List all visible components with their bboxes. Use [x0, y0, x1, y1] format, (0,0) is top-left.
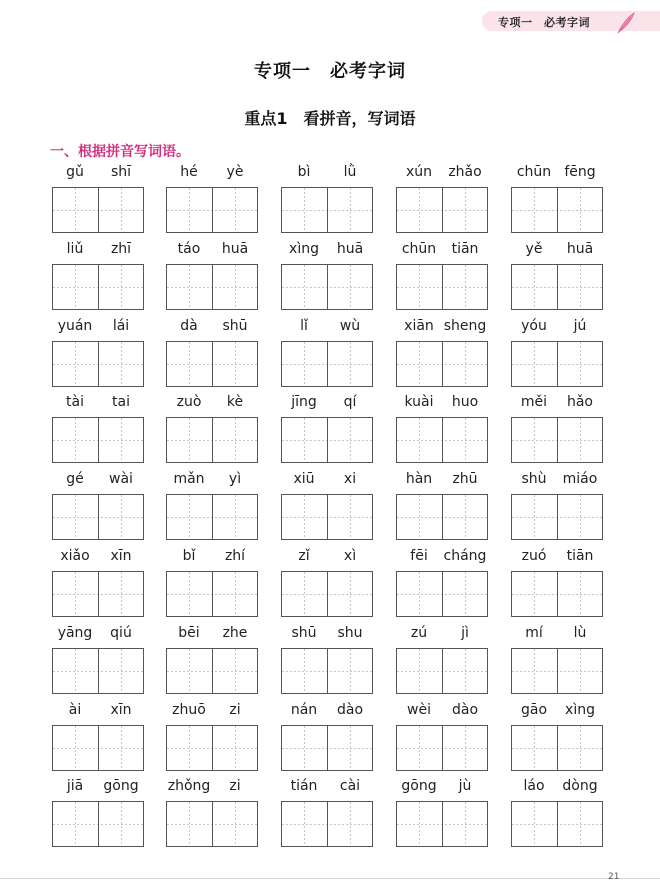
pinyin-syllable-1: zú — [410, 624, 428, 641]
pinyin-syllable-1: táo — [177, 240, 201, 257]
word-item — [396, 548, 488, 618]
pinyin-syllable-2: zhe — [222, 624, 248, 641]
section-heading: 一、根据拼音写词语。 — [50, 144, 190, 160]
pinyin-syllable-1: yóu — [521, 317, 547, 334]
word-item — [511, 548, 603, 618]
writing-box[interactable] — [511, 494, 603, 540]
writing-box[interactable] — [166, 725, 258, 771]
pinyin-syllable-1: shū — [291, 624, 317, 641]
pinyin-syllable-1: gōng — [401, 778, 437, 795]
word-item — [52, 318, 144, 388]
pinyin-syllable-1: nán — [290, 701, 318, 718]
writing-box[interactable] — [511, 341, 603, 387]
word-item — [281, 548, 373, 618]
pinyin-syllable-2: gōng — [103, 778, 139, 795]
pinyin-syllable-1: bǐ — [182, 548, 196, 564]
pinyin-syllable-2: lǜ — [343, 164, 357, 180]
pinyin-syllable-2: cháng — [443, 548, 487, 564]
word-item — [511, 318, 603, 388]
pinyin-syllable-1: jiā — [66, 778, 84, 795]
pinyin-syllable-2: dòng — [562, 778, 598, 795]
pinyin-syllable-2: jù — [458, 778, 472, 795]
footer-divider — [0, 878, 660, 879]
word-item — [166, 394, 258, 464]
pinyin-syllable-1: chūn — [516, 164, 552, 180]
pinyin-syllable-1: hàn — [405, 471, 433, 488]
pinyin-syllable-2: zhī — [110, 240, 132, 257]
pinyin-syllable-2: shū — [222, 317, 248, 334]
word-item — [166, 241, 258, 311]
pinyin-syllable-2: xīn — [110, 548, 132, 564]
writing-box[interactable] — [281, 725, 373, 771]
writing-box[interactable] — [166, 264, 258, 310]
page-subtitle: 重点1 看拼音，写词语 — [244, 109, 416, 128]
writing-box[interactable] — [281, 264, 373, 310]
pinyin-syllable-1: chūn — [401, 240, 437, 257]
writing-box[interactable] — [281, 571, 373, 617]
writing-box[interactable] — [166, 494, 258, 540]
pinyin-syllable-2: jì — [461, 624, 469, 641]
pinyin-syllable-2: fēng — [564, 164, 596, 180]
pinyin-syllable-2: dào — [451, 701, 479, 718]
word-item — [166, 778, 258, 848]
pinyin-syllable-2: xi — [343, 471, 357, 488]
writing-box[interactable] — [511, 187, 603, 233]
page-number: 21 — [608, 872, 620, 882]
chapter-tab — [482, 11, 660, 31]
pinyin-syllable-1: shù — [521, 471, 547, 488]
pinyin-syllable-1: yě — [525, 240, 543, 257]
word-item — [281, 241, 373, 311]
word-item — [396, 394, 488, 464]
word-item — [511, 778, 603, 848]
writing-box[interactable] — [52, 648, 144, 694]
writing-box[interactable] — [166, 187, 258, 233]
writing-box[interactable] — [396, 725, 488, 771]
word-item — [52, 625, 144, 695]
writing-box[interactable] — [511, 725, 603, 771]
pinyin-syllable-2: huā — [221, 240, 249, 257]
writing-box[interactable] — [166, 341, 258, 387]
word-item — [511, 625, 603, 695]
pinyin-syllable-1: mǎn — [173, 471, 205, 488]
pinyin-syllable-2: huo — [451, 394, 479, 411]
pinyin-syllable-1: hé — [180, 164, 198, 180]
pinyin-syllable-2: jú — [573, 317, 587, 334]
writing-box[interactable] — [511, 648, 603, 694]
pinyin-syllable-1: zuó — [521, 548, 547, 564]
pinyin-syllable-1: yāng — [57, 624, 93, 641]
word-item — [396, 625, 488, 695]
pinyin-syllable-2: qiú — [110, 624, 132, 641]
word-item — [52, 164, 144, 234]
word-item — [396, 164, 488, 234]
writing-box[interactable] — [52, 801, 144, 847]
pinyin-syllable-1: tài — [66, 394, 84, 411]
writing-box[interactable] — [396, 801, 488, 847]
word-item — [511, 241, 603, 311]
page-title: 专项一 必考字词 — [254, 61, 406, 82]
writing-box[interactable] — [281, 801, 373, 847]
word-item — [396, 778, 488, 848]
word-item — [511, 164, 603, 234]
pinyin-syllable-1: kuài — [404, 394, 434, 411]
writing-box[interactable] — [281, 417, 373, 463]
writing-box[interactable] — [166, 801, 258, 847]
word-item — [52, 548, 144, 618]
pinyin-syllable-1: wèi — [407, 701, 431, 718]
word-item — [166, 702, 258, 772]
pinyin-syllable-1: liǔ — [66, 240, 84, 257]
pinyin-syllable-2: huā — [336, 240, 364, 257]
pinyin-syllable-1: měi — [520, 394, 548, 411]
pinyin-syllable-2: miáo — [562, 471, 598, 488]
word-item — [281, 625, 373, 695]
word-item — [52, 471, 144, 541]
word-item — [52, 778, 144, 848]
writing-box[interactable] — [396, 648, 488, 694]
pinyin-syllable-2: yì — [228, 471, 242, 488]
pinyin-syllable-2: kè — [226, 394, 244, 411]
pinyin-syllable-2: lù — [573, 624, 587, 641]
writing-box[interactable] — [52, 417, 144, 463]
word-item — [396, 318, 488, 388]
word-item — [281, 394, 373, 464]
pinyin-syllable-2: wù — [339, 317, 361, 334]
pinyin-syllable-1: gǔ — [66, 164, 84, 180]
pinyin-syllable-1: jīng — [291, 394, 317, 411]
writing-box[interactable] — [396, 187, 488, 233]
word-item — [281, 778, 373, 848]
pinyin-syllable-1: zhǒng — [167, 778, 211, 795]
writing-box[interactable] — [396, 264, 488, 310]
pinyin-syllable-2: sheng — [443, 317, 487, 334]
pinyin-syllable-2: xìng — [565, 701, 595, 718]
pinyin-syllable-2: tiān — [451, 240, 479, 257]
pinyin-syllable-2: zhǎo — [448, 164, 482, 180]
pinyin-syllable-1: láo — [523, 778, 545, 795]
pinyin-syllable-2: wài — [109, 471, 133, 488]
pinyin-syllable-2: zi — [229, 778, 241, 795]
writing-box[interactable] — [52, 494, 144, 540]
writing-box[interactable] — [281, 648, 373, 694]
pinyin-syllable-1: mí — [525, 624, 543, 641]
word-item — [396, 241, 488, 311]
pinyin-syllable-2: zi — [229, 701, 241, 718]
writing-box[interactable] — [396, 417, 488, 463]
pinyin-syllable-2: huā — [566, 240, 594, 257]
word-item — [511, 471, 603, 541]
word-item — [281, 318, 373, 388]
writing-box[interactable] — [52, 725, 144, 771]
pinyin-syllable-1: xún — [405, 164, 433, 180]
pinyin-syllable-2: tai — [112, 394, 130, 411]
writing-box[interactable] — [52, 264, 144, 310]
pinyin-syllable-1: bēi — [178, 624, 200, 641]
pinyin-syllable-1: ài — [68, 701, 82, 718]
pinyin-syllable-2: shī — [110, 164, 132, 180]
writing-box[interactable] — [166, 648, 258, 694]
word-item — [281, 164, 373, 234]
pinyin-syllable-1: zhuō — [172, 701, 206, 718]
pinyin-syllable-2: cài — [339, 778, 361, 795]
chapter-tab-label: 专项一 必考字词 — [498, 16, 590, 29]
pinyin-syllable-1: bì — [297, 164, 311, 180]
pinyin-syllable-1: xiū — [293, 471, 315, 488]
pinyin-syllable-2: zhū — [452, 471, 478, 488]
word-item — [166, 625, 258, 695]
word-item — [511, 702, 603, 772]
word-item — [396, 702, 488, 772]
writing-box[interactable] — [52, 341, 144, 387]
writing-box[interactable] — [396, 494, 488, 540]
pinyin-syllable-2: lái — [112, 317, 130, 334]
pinyin-syllable-2: shu — [337, 624, 363, 641]
word-item — [281, 702, 373, 772]
pinyin-syllable-1: lǐ — [300, 317, 308, 334]
pinyin-syllable-2: yè — [226, 164, 244, 180]
pinyin-syllable-1: zuò — [176, 394, 202, 411]
writing-box[interactable] — [511, 801, 603, 847]
pinyin-syllable-1: yuán — [57, 317, 93, 334]
word-item — [511, 394, 603, 464]
word-item — [396, 471, 488, 541]
pinyin-syllable-2: dào — [336, 701, 364, 718]
writing-box[interactable] — [511, 571, 603, 617]
pinyin-syllable-2: xīn — [110, 701, 132, 718]
word-item — [166, 318, 258, 388]
pinyin-syllable-2: xì — [343, 548, 357, 564]
writing-box[interactable] — [166, 417, 258, 463]
writing-box[interactable] — [396, 571, 488, 617]
writing-box[interactable] — [511, 264, 603, 310]
pinyin-syllable-1: fēi — [410, 548, 428, 564]
writing-box[interactable] — [52, 571, 144, 617]
writing-box[interactable] — [396, 341, 488, 387]
writing-box[interactable] — [511, 417, 603, 463]
pinyin-syllable-1: xiān — [404, 317, 434, 334]
feather-pen-icon — [614, 11, 638, 35]
pinyin-syllable-1: tián — [290, 778, 318, 795]
pinyin-syllable-2: zhí — [224, 548, 246, 564]
writing-box[interactable] — [281, 341, 373, 387]
writing-box[interactable] — [52, 187, 144, 233]
word-item — [166, 164, 258, 234]
word-item — [281, 471, 373, 541]
pinyin-syllable-2: tiān — [566, 548, 594, 564]
pinyin-syllable-2: qí — [343, 394, 357, 411]
writing-box[interactable] — [166, 571, 258, 617]
pinyin-syllable-1: xìng — [289, 240, 319, 257]
pinyin-syllable-1: xiǎo — [60, 548, 90, 564]
word-item — [52, 394, 144, 464]
word-item — [166, 548, 258, 618]
pinyin-syllable-1: zǐ — [298, 548, 310, 564]
pinyin-syllable-2: hǎo — [566, 394, 594, 411]
word-item — [52, 241, 144, 311]
pinyin-syllable-1: dà — [180, 317, 198, 334]
word-item — [166, 471, 258, 541]
pinyin-syllable-1: gāo — [520, 701, 548, 718]
pinyin-syllable-1: gé — [66, 471, 84, 488]
writing-box[interactable] — [281, 187, 373, 233]
writing-box[interactable] — [281, 494, 373, 540]
word-item — [52, 702, 144, 772]
